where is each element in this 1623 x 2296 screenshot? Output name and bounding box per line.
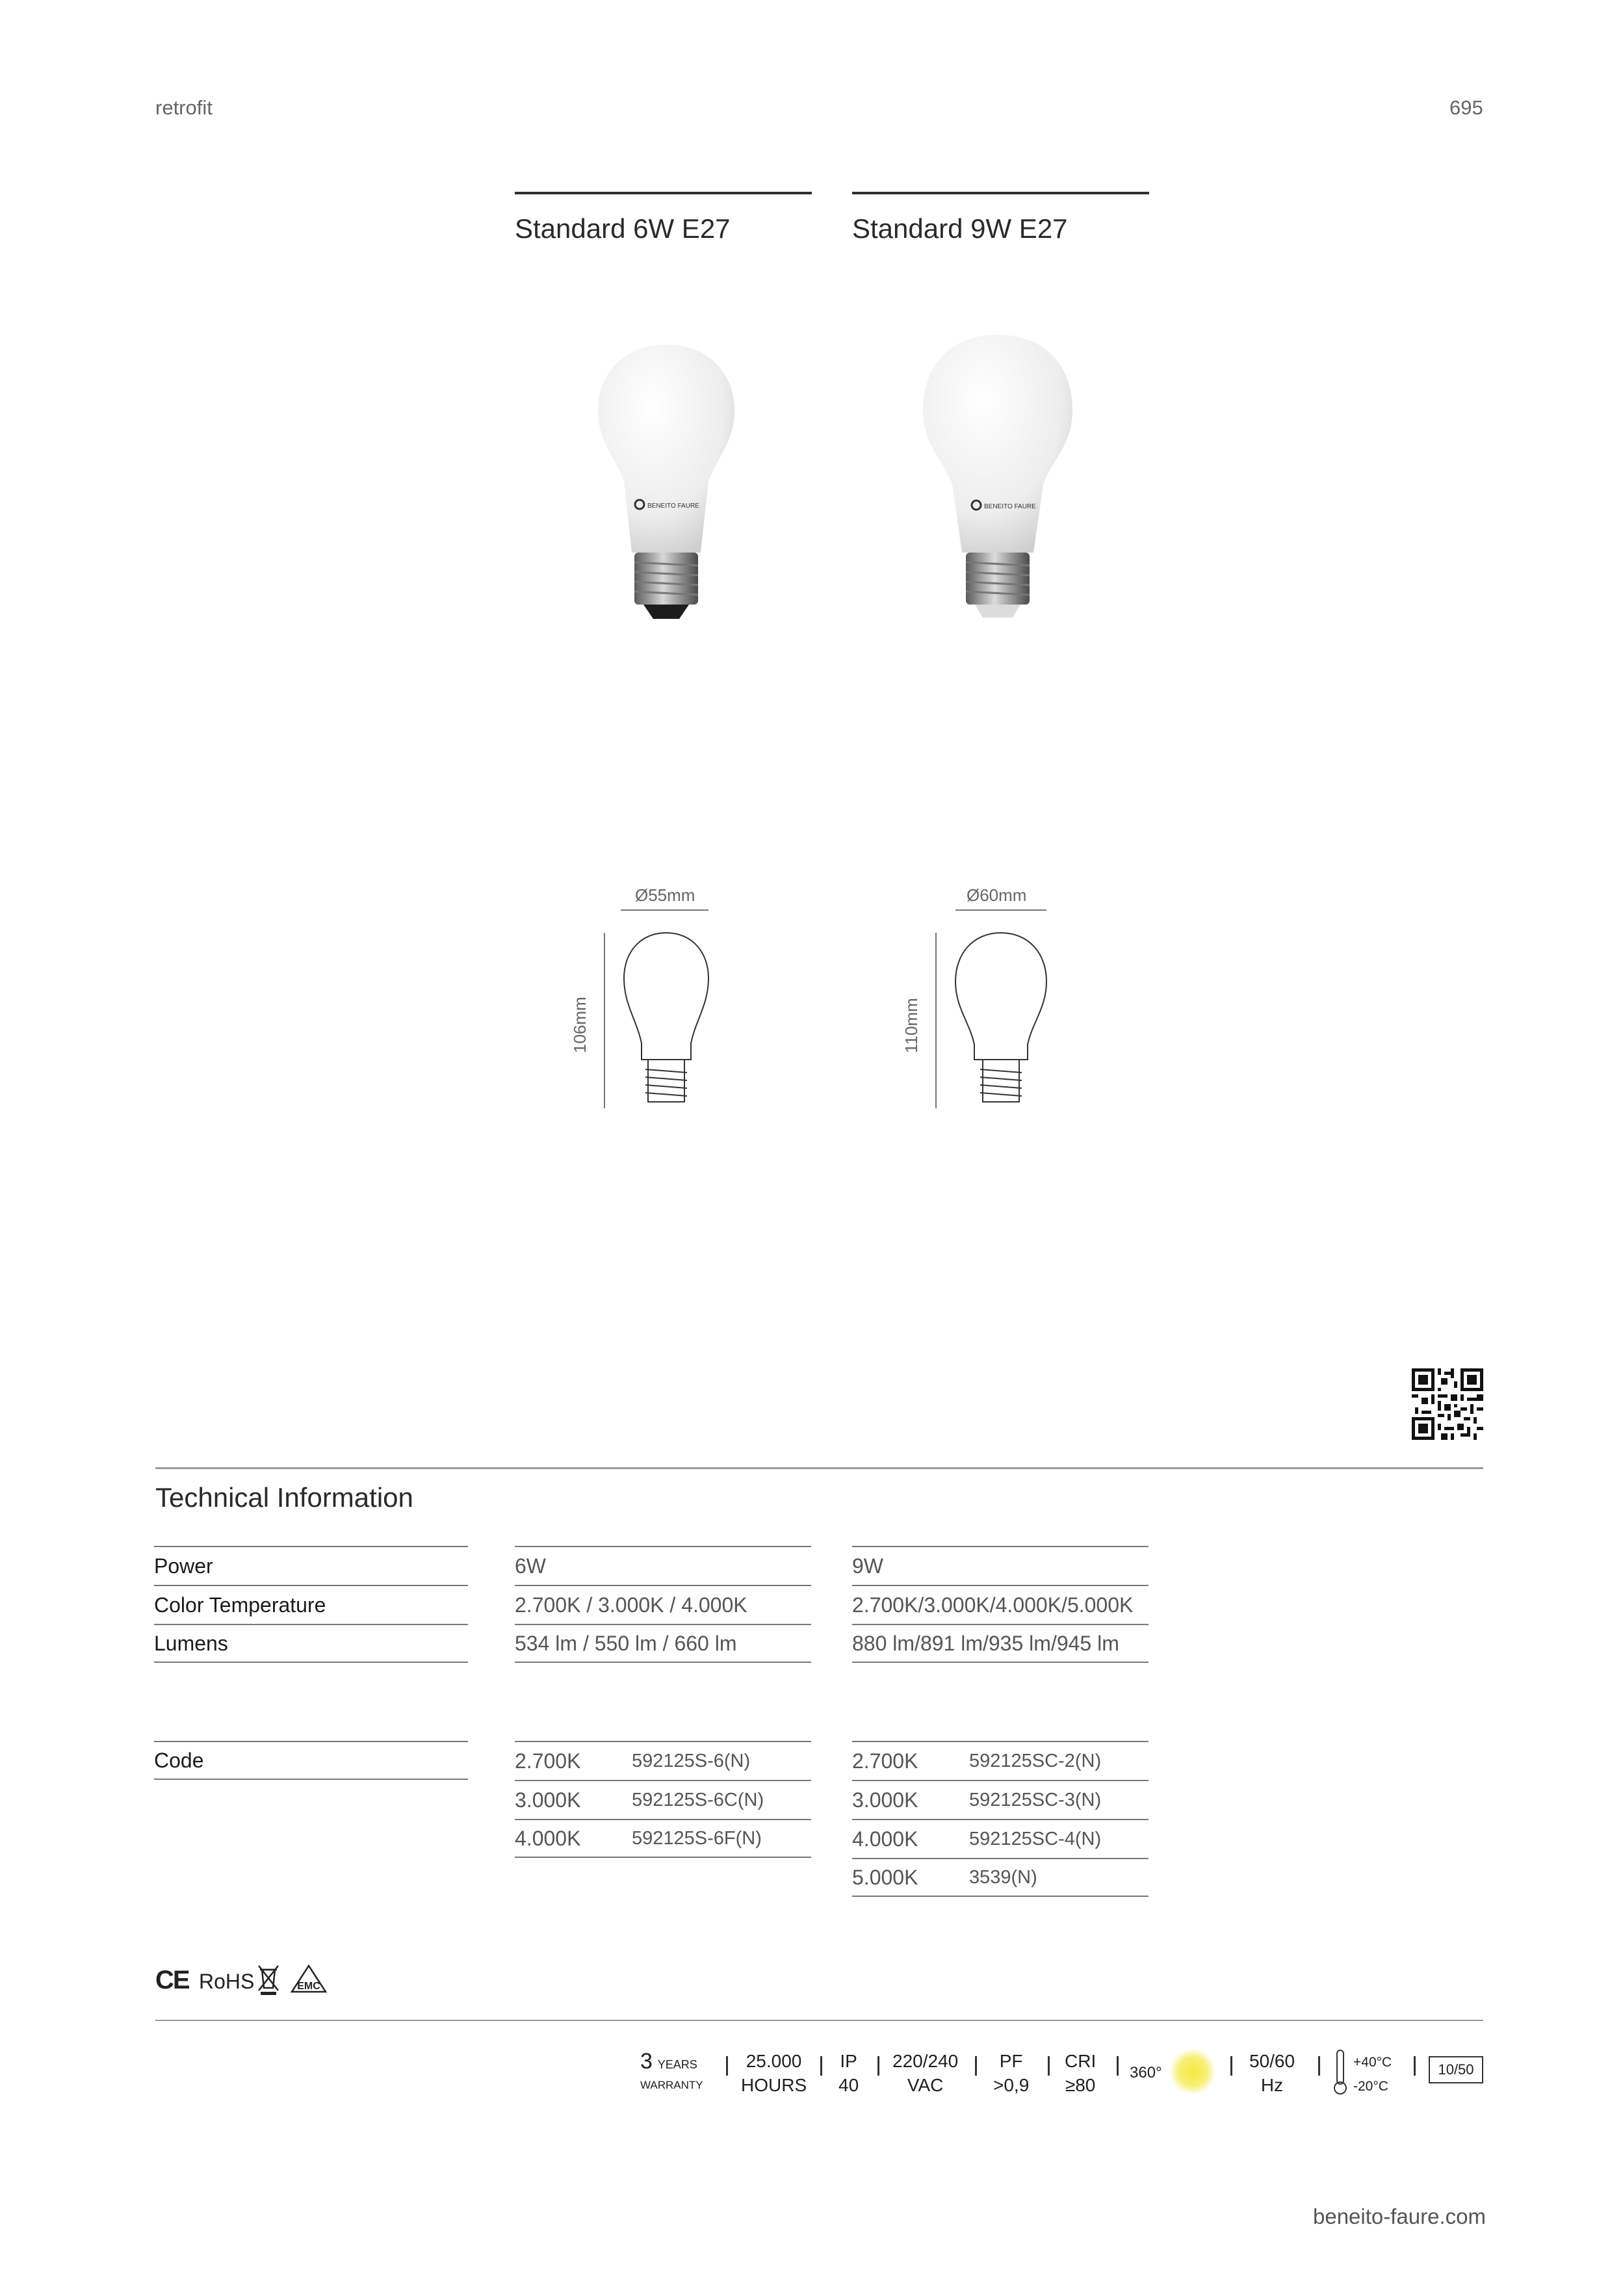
code-temp: 4.000K xyxy=(852,1827,918,1851)
product-2-power: 9W xyxy=(852,1546,1149,1585)
product-1-color-temperature: 2.700K / 3.000K / 4.000K xyxy=(515,1585,811,1624)
footer-url[interactable]: beneito-faure.com xyxy=(1313,2204,1486,2228)
code-temp: 2.700K xyxy=(515,1749,581,1773)
product-2-rule xyxy=(852,192,1149,194)
voltage-label: VAC xyxy=(907,2075,944,2095)
spec-separator xyxy=(1318,2056,1320,2076)
temp-min: -20°C xyxy=(1353,2079,1388,2094)
spec-separator xyxy=(877,2056,879,2076)
pf-label: PF xyxy=(999,2051,1023,2071)
product-2-lumens: 880 lm/891 lm/935 lm/945 lm xyxy=(852,1624,1149,1663)
thermometer-icon xyxy=(1332,2049,1348,2096)
product-2-code-row xyxy=(852,1819,1149,1858)
product-1-power: 6W xyxy=(515,1546,811,1585)
spec-separator xyxy=(1230,2056,1232,2076)
spec-separator xyxy=(975,2056,977,2076)
code-temp: 3.000K xyxy=(515,1788,581,1812)
row-label-color-temperature: Color Temperature xyxy=(154,1585,468,1624)
code-temp: 4.000K xyxy=(515,1826,581,1850)
product-1-code-row xyxy=(515,1780,811,1819)
footer-divider xyxy=(155,2020,1483,2021)
emc-mark-icon xyxy=(289,1963,328,1996)
product-1-diameter-label: Ø55mm xyxy=(635,885,695,905)
product-1-dimension-drawing xyxy=(601,907,715,1115)
technical-title: Technical Information xyxy=(155,1482,413,1513)
ce-mark-icon: CE xyxy=(155,1966,189,1994)
code-value: 592125S-6C(N) xyxy=(632,1789,764,1810)
product-1-height-label: 106mm xyxy=(570,997,590,1053)
spec-separator xyxy=(820,2056,822,2076)
product-2-code-row xyxy=(852,1780,1149,1819)
code-value: 3539(N) xyxy=(969,1866,1037,1888)
warranty-unit: YEARS xyxy=(657,2058,697,2071)
row-label-lumens: Lumens xyxy=(154,1624,468,1663)
product-1-bulb-image xyxy=(585,338,747,624)
product-1-lumens: 534 lm / 550 lm / 660 lm xyxy=(515,1624,811,1663)
voltage-value: 220/240 xyxy=(892,2051,959,2071)
product-2-dimension-drawing xyxy=(933,907,1053,1115)
product-2-code-row xyxy=(852,1858,1149,1897)
spec-separator xyxy=(1117,2056,1119,2076)
hours-label: HOURS xyxy=(741,2075,807,2095)
temperature-range xyxy=(1353,2050,1392,2098)
code-temp: 2.700K xyxy=(852,1749,918,1773)
spec-separator xyxy=(726,2056,728,2076)
section-divider xyxy=(155,1467,1483,1469)
section-label: retrofit xyxy=(155,96,213,119)
frequency-label: Hz xyxy=(1260,2075,1284,2095)
product-2-title: Standard 9W E27 xyxy=(852,213,1068,244)
product-2-bulb-brand: BENEITO FAURE xyxy=(984,503,1036,510)
product-2-height-label: 110mm xyxy=(902,998,921,1053)
frequency-value: 50/60 xyxy=(1249,2051,1295,2071)
pf-spec xyxy=(993,2049,1029,2097)
weee-bin-icon xyxy=(257,1963,280,1996)
emc-text: EMC xyxy=(297,1981,320,1992)
warranty-number: 3 xyxy=(640,2049,653,2074)
product-1-bulb-brand: BENEITO FAURE xyxy=(647,502,699,510)
warranty-spec xyxy=(640,2049,703,2094)
row-label-power: Power xyxy=(154,1546,468,1585)
code-value: 592125S-6F(N) xyxy=(632,1827,762,1849)
ip-label: IP xyxy=(840,2051,857,2071)
beam-angle-label: 360° xyxy=(1130,2064,1162,2081)
code-temp: 5.000K xyxy=(852,1865,918,1889)
product-1-rule xyxy=(515,192,812,194)
temp-max: +40°C xyxy=(1353,2055,1392,2070)
cri-spec xyxy=(1065,2049,1096,2097)
code-value: 592125S-6(N) xyxy=(632,1750,751,1771)
code-value: 592125SC-2(N) xyxy=(969,1750,1102,1771)
hours-value: 25.000 xyxy=(746,2051,802,2071)
product-2-color-temperature: 2.700K/3.000K/4.000K/5.000K xyxy=(852,1585,1149,1624)
row-label-code: Code xyxy=(154,1741,468,1780)
light-glow-icon xyxy=(1170,2049,1215,2094)
page-number: 695 xyxy=(1449,96,1483,119)
qr-code-icon[interactable] xyxy=(1412,1368,1483,1440)
cri-label: CRI xyxy=(1065,2051,1097,2071)
product-2-diameter-label: Ø60mm xyxy=(967,885,1027,905)
product-1-title: Standard 6W E27 xyxy=(515,213,731,244)
spec-separator xyxy=(1048,2056,1050,2076)
hours-spec xyxy=(741,2049,807,2097)
product-1-code-row xyxy=(515,1741,811,1780)
product-1-code-row xyxy=(515,1819,811,1858)
product-2-code-row xyxy=(852,1741,1149,1780)
spec-separator xyxy=(1414,2056,1416,2076)
code-value: 592125SC-4(N) xyxy=(969,1828,1102,1849)
ip-spec xyxy=(838,2049,859,2097)
rohs-mark: RoHS xyxy=(199,1970,255,1993)
code-temp: 3.000K xyxy=(852,1788,918,1812)
warranty-label: WARRANTY xyxy=(640,2079,703,2091)
pack-box-icon: 10/50 xyxy=(1429,2056,1483,2083)
frequency-spec xyxy=(1249,2049,1295,2097)
product-2-bulb-image xyxy=(910,328,1085,627)
cri-value: ≥80 xyxy=(1065,2075,1096,2095)
pf-value: >0,9 xyxy=(993,2075,1030,2095)
ip-value: 40 xyxy=(838,2075,859,2095)
code-value: 592125SC-3(N) xyxy=(969,1789,1102,1810)
voltage-spec xyxy=(892,2049,958,2097)
